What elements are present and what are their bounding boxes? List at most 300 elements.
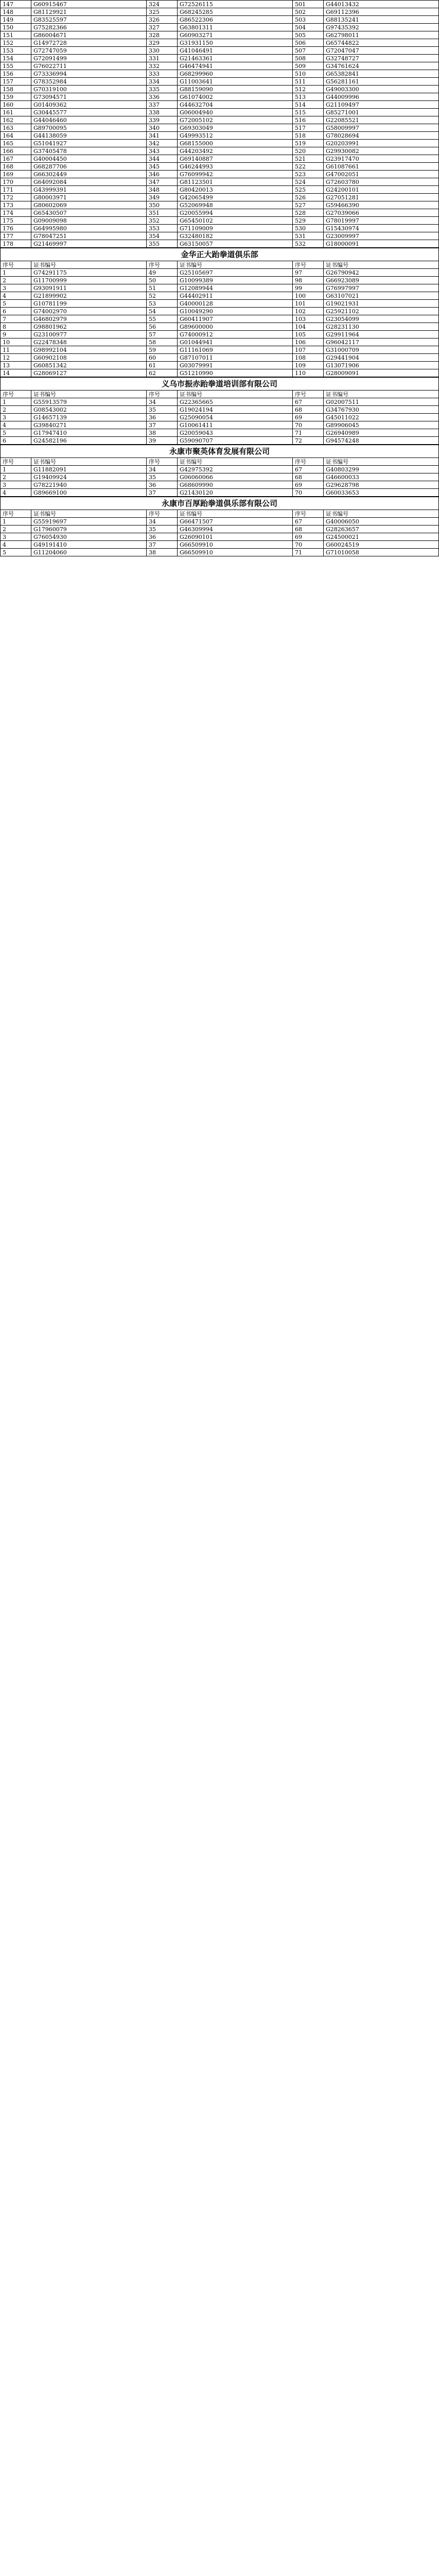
certificate-id: G44402911 <box>178 292 293 300</box>
row-number: 98 <box>293 277 324 284</box>
certificate-id: G24582196 <box>31 437 147 445</box>
header-row <box>1 458 439 466</box>
table-row <box>1 331 439 338</box>
certificate-id: G49003300 <box>324 86 439 93</box>
certificate-id: G39840271 <box>31 421 147 429</box>
certificate-table <box>0 261 439 377</box>
certificate-id: G40004450 <box>31 155 147 163</box>
table-row <box>1 132 439 140</box>
table-row <box>1 116 439 124</box>
certificate-id: G81123501 <box>178 178 293 186</box>
certificate-table <box>0 510 439 556</box>
certificate-id: G69112396 <box>324 8 439 16</box>
table-row <box>1 93 439 101</box>
certificate-id: G75282366 <box>31 24 147 31</box>
table-row <box>1 70 439 78</box>
certificate-id: G21109497 <box>324 101 439 109</box>
certificate-list-sheet <box>0 0 439 556</box>
certificate-id: G89700095 <box>31 124 147 132</box>
table-row <box>1 55 439 62</box>
row-number: 501 <box>293 1 324 8</box>
row-number: 327 <box>147 24 178 31</box>
certificate-id: G65430507 <box>31 209 147 217</box>
header-cert: 证书编号 <box>178 510 293 518</box>
table-row <box>1 269 439 277</box>
header-cert: 证书编号 <box>324 261 439 269</box>
row-number: 355 <box>147 240 178 248</box>
certificate-id: G25105697 <box>178 269 293 277</box>
row-number: 67 <box>293 466 324 473</box>
certificate-id: G29441904 <box>324 354 439 362</box>
row-number: 529 <box>293 217 324 225</box>
table-row <box>1 86 439 93</box>
row-number: 331 <box>147 55 178 62</box>
table-row <box>1 414 439 421</box>
row-number: 152 <box>1 39 31 47</box>
row-number: 4 <box>1 541 31 549</box>
certificate-id: G89906045 <box>324 421 439 429</box>
row-number: 172 <box>1 194 31 201</box>
row-number: 97 <box>293 269 324 277</box>
row-number: 160 <box>1 101 31 109</box>
header-cert: 证书编号 <box>31 391 147 398</box>
certificate-id: G66471507 <box>178 518 293 526</box>
certificate-id: G83525597 <box>31 16 147 24</box>
certificate-id: G78221940 <box>31 481 147 489</box>
certificate-id: G72747059 <box>31 47 147 55</box>
certificate-id: G65382841 <box>324 70 439 78</box>
section-title: 金华正大跆拳道俱乐部 <box>0 248 439 261</box>
table-row <box>1 362 439 369</box>
row-number: 39 <box>147 437 178 445</box>
certificate-id: G68609990 <box>178 481 293 489</box>
table-row <box>1 47 439 55</box>
row-number: 38 <box>147 549 178 556</box>
row-number: 338 <box>147 109 178 116</box>
certificate-id: G71109009 <box>178 225 293 232</box>
certificate-id: G22365665 <box>178 398 293 406</box>
certificate-id: G64995980 <box>31 225 147 232</box>
certificate-id: G66509910 <box>178 549 293 556</box>
certificate-id: G21469997 <box>31 240 147 248</box>
certificate-id: G32748727 <box>324 55 439 62</box>
row-number: 530 <box>293 225 324 232</box>
table-row <box>1 225 439 232</box>
row-number: 346 <box>147 171 178 178</box>
row-number: 72 <box>293 437 324 445</box>
certificate-id: G06004940 <box>178 109 293 116</box>
certificate-id: G17960079 <box>31 526 147 533</box>
row-number: 9 <box>1 331 31 338</box>
row-number: 511 <box>293 78 324 86</box>
row-number: 11 <box>1 346 31 354</box>
row-number: 333 <box>147 70 178 78</box>
certificate-id: G85271001 <box>324 109 439 116</box>
row-number: 4 <box>1 421 31 429</box>
certificate-id: G76997997 <box>324 284 439 292</box>
table-row <box>1 323 439 331</box>
table-row <box>1 437 439 445</box>
row-number: 49 <box>147 269 178 277</box>
row-number: 106 <box>293 338 324 346</box>
certificate-table <box>0 390 439 445</box>
row-number: 510 <box>293 70 324 78</box>
row-number: 70 <box>293 421 324 429</box>
table-row <box>1 533 439 541</box>
row-number: 157 <box>1 78 31 86</box>
certificate-id: G73094571 <box>31 93 147 101</box>
certificate-id: G60851342 <box>31 362 147 369</box>
row-number: 349 <box>147 194 178 201</box>
row-number: 2 <box>1 526 31 533</box>
row-number: 150 <box>1 24 31 31</box>
row-number: 168 <box>1 163 31 171</box>
certificate-id: G68155000 <box>178 140 293 147</box>
header-cert: 证书编号 <box>324 458 439 466</box>
row-number: 35 <box>147 406 178 414</box>
certificate-id: G21430120 <box>178 489 293 497</box>
certificate-id: G49993512 <box>178 132 293 140</box>
row-number: 7 <box>1 315 31 323</box>
certificate-id: G11204060 <box>31 549 147 556</box>
table-row <box>1 398 439 406</box>
row-number: 350 <box>147 201 178 209</box>
certificate-id: G11700999 <box>31 277 147 284</box>
certificate-id: G26940989 <box>324 429 439 437</box>
row-number: 35 <box>147 473 178 481</box>
certificate-id: G02007511 <box>324 398 439 406</box>
certificate-id: G59466390 <box>324 201 439 209</box>
row-number: 153 <box>1 47 31 55</box>
row-number: 37 <box>147 541 178 549</box>
table-row <box>1 284 439 292</box>
row-number: 514 <box>293 101 324 109</box>
certificate-id: G10099389 <box>178 277 293 284</box>
certificate-id: G32480182 <box>178 232 293 240</box>
header-no: 序号 <box>293 510 324 518</box>
certificate-id: G27051281 <box>324 194 439 201</box>
certificate-id: G98801962 <box>31 323 147 331</box>
certificate-id: G60024519 <box>324 541 439 549</box>
row-number: 57 <box>147 331 178 338</box>
table-row <box>1 354 439 362</box>
section-title: 永康市聚英体育发展有限公司 <box>0 445 439 457</box>
certificate-id: G10781199 <box>31 300 147 308</box>
certificate-id: G46474941 <box>178 62 293 70</box>
certificate-id: G63150057 <box>178 240 293 248</box>
table-row <box>1 315 439 323</box>
table-row <box>1 194 439 201</box>
table-row <box>1 481 439 489</box>
table-row <box>1 140 439 147</box>
row-number: 344 <box>147 155 178 163</box>
certificate-id: G17947410 <box>31 429 147 437</box>
table-row <box>1 101 439 109</box>
row-number: 3 <box>1 284 31 292</box>
row-number: 103 <box>293 315 324 323</box>
certificate-id: G15430974 <box>324 225 439 232</box>
certificate-table <box>0 0 439 248</box>
row-number: 3 <box>1 481 31 489</box>
header-no: 序号 <box>1 458 31 466</box>
certificate-id: G20059043 <box>178 429 293 437</box>
row-number: 165 <box>1 140 31 147</box>
row-number: 149 <box>1 16 31 24</box>
row-number: 516 <box>293 116 324 124</box>
row-number: 5 <box>1 300 31 308</box>
row-number: 508 <box>293 55 324 62</box>
certificate-id: G23009997 <box>324 232 439 240</box>
row-number: 151 <box>1 31 31 39</box>
row-number: 337 <box>147 101 178 109</box>
row-number: 329 <box>147 39 178 47</box>
row-number: 109 <box>293 362 324 369</box>
row-number: 328 <box>147 31 178 39</box>
row-number: 69 <box>293 533 324 541</box>
certificate-id: G59090707 <box>178 437 293 445</box>
header-no: 序号 <box>147 510 178 518</box>
certificate-id: G93091911 <box>31 284 147 292</box>
certificate-id: G28231130 <box>324 323 439 331</box>
row-number: 342 <box>147 140 178 147</box>
row-number: 507 <box>293 47 324 55</box>
certificate-id: G78019997 <box>324 217 439 225</box>
row-number: 56 <box>147 323 178 331</box>
row-number: 166 <box>1 147 31 155</box>
row-number: 2 <box>1 277 31 284</box>
row-number: 52 <box>147 292 178 300</box>
row-number: 107 <box>293 346 324 354</box>
row-number: 110 <box>293 369 324 377</box>
row-number: 177 <box>1 232 31 240</box>
section-title: 永康市百厚跆拳道俱乐部有限公司 <box>0 497 439 510</box>
row-number: 148 <box>1 8 31 16</box>
row-number: 61 <box>147 362 178 369</box>
row-number: 68 <box>293 526 324 533</box>
row-number: 506 <box>293 39 324 47</box>
row-number: 37 <box>147 421 178 429</box>
certificate-id: G21463361 <box>178 55 293 62</box>
certificate-id: G28069127 <box>31 369 147 377</box>
certificate-id: G66302449 <box>31 171 147 178</box>
row-number: 34 <box>147 466 178 473</box>
table-row <box>1 541 439 549</box>
header-no: 序号 <box>1 510 31 518</box>
certificate-id: G66923089 <box>324 277 439 284</box>
table-row <box>1 209 439 217</box>
row-number: 1 <box>1 466 31 473</box>
row-number: 522 <box>293 163 324 171</box>
row-number: 512 <box>293 86 324 93</box>
row-number: 161 <box>1 109 31 116</box>
certificate-id: G72526115 <box>178 1 293 8</box>
row-number: 2 <box>1 473 31 481</box>
row-number: 50 <box>147 277 178 284</box>
row-number: 4 <box>1 292 31 300</box>
row-number: 171 <box>1 186 31 194</box>
certificate-id: G72005102 <box>178 116 293 124</box>
header-no: 序号 <box>1 261 31 269</box>
header-cert: 证书编号 <box>178 391 293 398</box>
certificate-id: G70319100 <box>31 86 147 93</box>
certificate-id: G06060066 <box>178 473 293 481</box>
certificate-id: G19024194 <box>178 406 293 414</box>
certificate-id: G58009997 <box>324 124 439 132</box>
row-number: 5 <box>1 549 31 556</box>
table-row <box>1 421 439 429</box>
certificate-id: G23917470 <box>324 155 439 163</box>
certificate-id: G28263657 <box>324 526 439 533</box>
row-number: 58 <box>147 338 178 346</box>
certificate-id: G60033653 <box>324 489 439 497</box>
certificate-id: G61087661 <box>324 163 439 171</box>
certificate-id: G25090054 <box>178 414 293 421</box>
certificate-id: G19409924 <box>31 473 147 481</box>
header-no: 序号 <box>293 261 324 269</box>
certificate-id: G13071906 <box>324 362 439 369</box>
row-number: 341 <box>147 132 178 140</box>
row-number: 69 <box>293 414 324 421</box>
header-no: 序号 <box>293 458 324 466</box>
row-number: 175 <box>1 217 31 225</box>
row-number: 170 <box>1 178 31 186</box>
row-number: 2 <box>1 406 31 414</box>
row-number: 34 <box>147 398 178 406</box>
table-row <box>1 109 439 116</box>
row-number: 353 <box>147 225 178 232</box>
row-number: 104 <box>293 323 324 331</box>
certificate-id: G60902108 <box>31 354 147 362</box>
row-number: 159 <box>1 93 31 101</box>
certificate-id: G78352984 <box>31 78 147 86</box>
certificate-id: G80602069 <box>31 201 147 209</box>
row-number: 55 <box>147 315 178 323</box>
table-row <box>1 178 439 186</box>
certificate-id: G14972728 <box>31 39 147 47</box>
row-number: 325 <box>147 8 178 16</box>
row-number: 513 <box>293 93 324 101</box>
table-row <box>1 338 439 346</box>
certificate-id: G46802979 <box>31 315 147 323</box>
certificate-id: G46600033 <box>324 473 439 481</box>
row-number: 108 <box>293 354 324 362</box>
certificate-id: G68299960 <box>178 70 293 78</box>
certificate-id: G98992104 <box>31 346 147 354</box>
row-number: 62 <box>147 369 178 377</box>
header-row <box>1 261 439 269</box>
header-no: 序号 <box>147 458 178 466</box>
certificate-id: G46244993 <box>178 163 293 171</box>
row-number: 154 <box>1 55 31 62</box>
row-number: 167 <box>1 155 31 163</box>
table-row <box>1 308 439 315</box>
row-number: 532 <box>293 240 324 248</box>
certificate-id: G44046460 <box>31 116 147 124</box>
certificate-id: G64092084 <box>31 178 147 186</box>
row-number: 523 <box>293 171 324 178</box>
row-number: 176 <box>1 225 31 232</box>
certificate-id: G94574248 <box>324 437 439 445</box>
certificate-id: G34767930 <box>324 406 439 414</box>
row-number: 520 <box>293 147 324 155</box>
row-number: 505 <box>293 31 324 39</box>
certificate-id: G56281161 <box>324 78 439 86</box>
table-row <box>1 406 439 414</box>
row-number: 51 <box>147 284 178 292</box>
certificate-id: G45011022 <box>324 414 439 421</box>
header-row <box>1 391 439 398</box>
row-number: 10 <box>1 338 31 346</box>
row-number: 158 <box>1 86 31 93</box>
certificate-id: G97435392 <box>324 24 439 31</box>
row-number: 335 <box>147 86 178 93</box>
certificate-id: G29628798 <box>324 481 439 489</box>
certificate-id: G60903271 <box>178 31 293 39</box>
certificate-id: G78028694 <box>324 132 439 140</box>
certificate-id: G10049290 <box>178 308 293 315</box>
row-number: 53 <box>147 300 178 308</box>
certificate-id: G68287706 <box>31 163 147 171</box>
certificate-id: G11003641 <box>178 78 293 86</box>
header-cert: 证书编号 <box>324 391 439 398</box>
row-number: 6 <box>1 308 31 315</box>
table-row <box>1 526 439 533</box>
certificate-id: G30445577 <box>31 109 147 116</box>
table-row <box>1 518 439 526</box>
certificate-id: G44203492 <box>178 147 293 155</box>
header-no: 序号 <box>1 391 31 398</box>
row-number: 162 <box>1 116 31 124</box>
certificate-id: G55913579 <box>31 398 147 406</box>
certificate-id: G88159090 <box>178 86 293 93</box>
row-number: 528 <box>293 209 324 217</box>
certificate-id: G26790942 <box>324 269 439 277</box>
table-row <box>1 78 439 86</box>
row-number: 38 <box>147 429 178 437</box>
certificate-id: G86522306 <box>178 16 293 24</box>
certificate-id: G10061411 <box>178 421 293 429</box>
certificate-id: G24200101 <box>324 186 439 194</box>
row-number: 4 <box>1 489 31 497</box>
certificate-id: G44632704 <box>178 101 293 109</box>
certificate-id: G11882091 <box>31 466 147 473</box>
table-row <box>1 16 439 24</box>
row-number: 527 <box>293 201 324 209</box>
certificate-id: G20055994 <box>178 209 293 217</box>
table-row <box>1 346 439 354</box>
row-number: 6 <box>1 437 31 445</box>
row-number: 326 <box>147 16 178 24</box>
table-row <box>1 8 439 16</box>
table-row <box>1 124 439 132</box>
certificate-id: G60411907 <box>178 315 293 323</box>
certificate-id: G71010058 <box>324 549 439 556</box>
row-number: 69 <box>293 481 324 489</box>
table-row <box>1 163 439 171</box>
row-number: 1 <box>1 269 31 277</box>
certificate-id: G89669100 <box>31 489 147 497</box>
row-number: 13 <box>1 362 31 369</box>
table-row <box>1 232 439 240</box>
table-row <box>1 186 439 194</box>
certificate-id: G11161069 <box>178 346 293 354</box>
certificate-id: G49191410 <box>31 541 147 549</box>
row-number: 348 <box>147 186 178 194</box>
certificate-id: G27039066 <box>324 209 439 217</box>
row-number: 174 <box>1 209 31 217</box>
row-number: 352 <box>147 217 178 225</box>
certificate-id: G74000912 <box>178 331 293 338</box>
